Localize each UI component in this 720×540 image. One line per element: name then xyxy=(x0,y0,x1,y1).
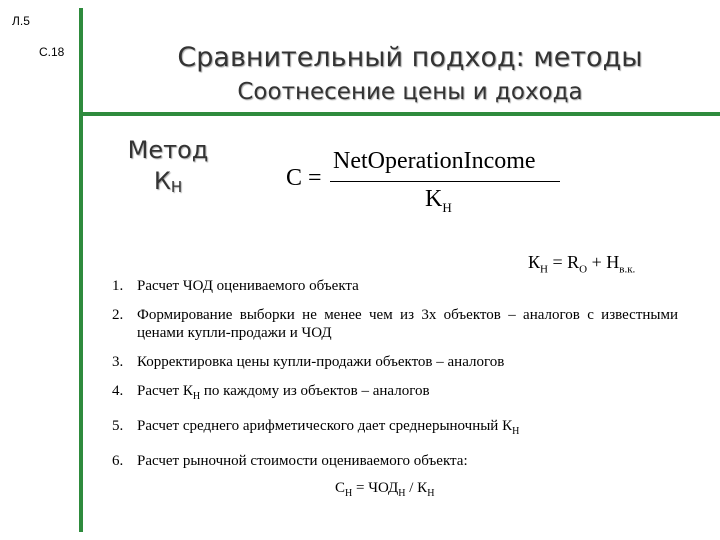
denominator-sub: H xyxy=(442,199,452,215)
step-text-after: по каждому из объектов – аналогов xyxy=(200,383,430,399)
formula-denominator xyxy=(425,186,452,216)
kn-formula-plus: + xyxy=(587,252,607,272)
kn-formula xyxy=(528,252,635,276)
step-text-before: Расчет среднего арифметического дает среднерыночный xyxy=(137,418,503,434)
final-eq: = ЧОД xyxy=(352,480,399,496)
step-k-sub: Н xyxy=(512,426,520,437)
step-text-before: Расчет xyxy=(137,383,183,399)
final-chod-sub: Н xyxy=(398,488,406,499)
method-k-sub: Н xyxy=(170,178,183,196)
denominator-k: K xyxy=(425,186,443,212)
step-k: К xyxy=(502,418,513,434)
kn-formula-k-sub: Н xyxy=(540,263,548,276)
step-number: 2. xyxy=(112,307,124,323)
step-text: Расчет рыночной стоимости оцениваемого объекта: xyxy=(137,453,468,469)
formula-numerator: NetOperationIncome xyxy=(333,148,536,174)
method-kn xyxy=(112,166,224,203)
horizontal-rule xyxy=(79,112,720,116)
final-k-sub: Н xyxy=(427,488,435,499)
step-k-sub: Н xyxy=(192,391,201,402)
list-item xyxy=(112,452,678,470)
list-item xyxy=(112,353,678,371)
step-text xyxy=(137,417,678,441)
kn-formula-r-sub: O xyxy=(579,263,588,276)
step-number: 1. xyxy=(112,278,124,294)
method-k: К xyxy=(153,167,171,195)
final-formula xyxy=(335,480,434,499)
step-number: 5. xyxy=(112,418,124,434)
list-item xyxy=(112,417,678,441)
step-number: 3. xyxy=(112,354,124,370)
final-div: / К xyxy=(405,480,428,496)
list-item xyxy=(112,306,678,342)
step-k: К xyxy=(182,383,193,399)
title-line-1: Сравнительный подход: методы xyxy=(177,42,643,73)
step-text: Корректировка цены купли-продажи объектов – аналогов xyxy=(137,354,505,370)
steps-list xyxy=(112,277,678,481)
step-text: Расчет ЧОД оцениваемого объекта xyxy=(137,278,359,294)
vertical-rule xyxy=(79,8,83,532)
kn-formula-h: H xyxy=(606,252,620,272)
step-text: Формирование выборки не менее чем из 3х объектов – аналогов с известными ценами купли-продажи и ЧОД xyxy=(137,307,678,341)
step-text xyxy=(137,382,678,406)
step-number: 4. xyxy=(112,383,124,399)
formula-lhs: C = xyxy=(286,165,322,191)
final-c: С xyxy=(335,480,346,496)
step-number: 6. xyxy=(112,453,124,469)
method-word: Метод xyxy=(127,136,209,164)
list-item xyxy=(112,277,678,295)
title-line-2: Соотнесение цены и дохода xyxy=(237,79,583,105)
kn-formula-h-sub: в.к. xyxy=(619,263,636,276)
kn-formula-eq: = xyxy=(547,252,568,272)
final-c-sub: Н xyxy=(345,488,353,499)
kn-formula-r: R xyxy=(567,252,580,272)
fraction-line xyxy=(330,181,560,182)
method-label xyxy=(112,135,224,203)
slide-l-label: Л.5 xyxy=(12,14,30,28)
list-item xyxy=(112,382,678,406)
slide-c-label: С.18 xyxy=(39,45,65,59)
kn-formula-k: К xyxy=(528,252,541,272)
